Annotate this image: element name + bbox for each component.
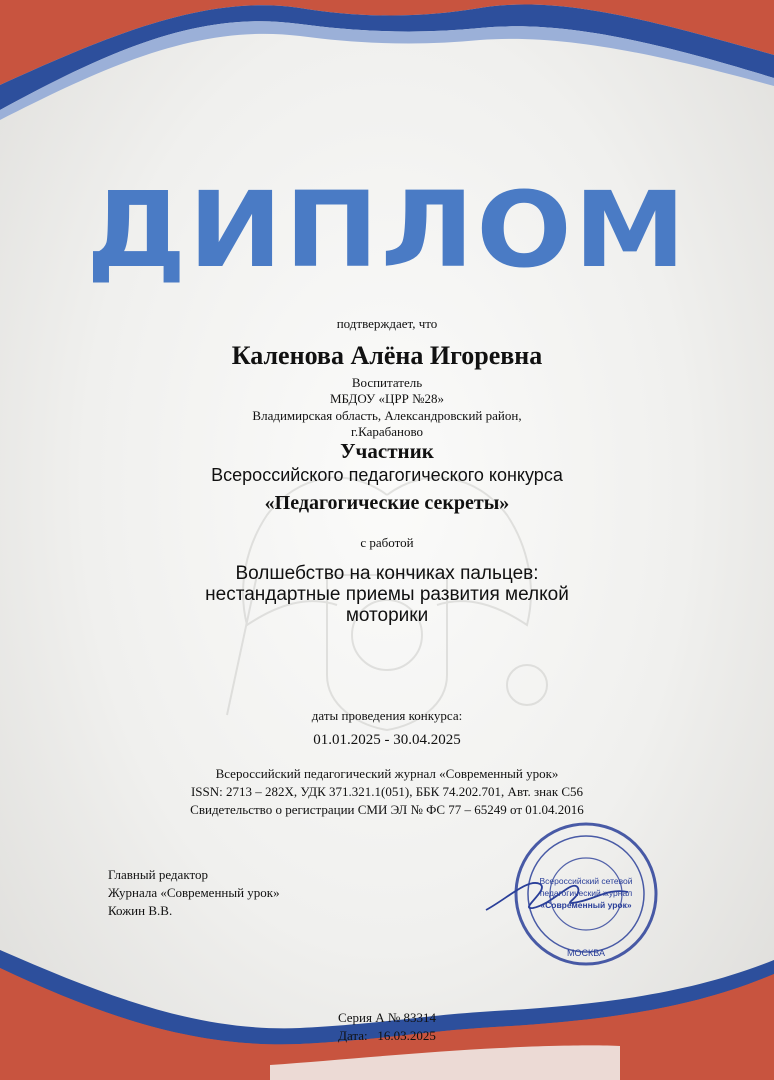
with-work-text: с работой bbox=[360, 535, 414, 550]
work-title bbox=[0, 563, 774, 626]
stamp-city: МОСКВА bbox=[567, 948, 605, 958]
top-wave-decoration bbox=[0, 0, 774, 120]
contest-title: «Педагогические секреты» bbox=[264, 492, 510, 514]
journal-codes: ISSN: 2713 – 282X, УДК 371.321.1(051), ББК 74.202.701, Авт. знак С56 bbox=[190, 784, 584, 799]
work-title-line: моторики bbox=[345, 605, 429, 626]
editor-name: Кожин В.В. bbox=[108, 903, 173, 918]
confirms-text: подтверждает, что bbox=[336, 316, 438, 331]
status-label: Участник bbox=[340, 439, 434, 463]
diploma-title: ДИПЛОМ bbox=[86, 169, 688, 291]
recipient-organization: МБДОУ «ЦРР №28» bbox=[329, 391, 444, 406]
work-title-line: Волшебство на кончиках пальцев: bbox=[235, 563, 539, 584]
official-stamp bbox=[478, 818, 664, 970]
stamp-line: Всероссийский сетевой bbox=[539, 876, 633, 886]
contest-dates: 01.01.2025 - 30.04.2025 bbox=[313, 732, 461, 748]
recipient-location: Владимирская область, Александровский район, bbox=[252, 408, 522, 423]
recipient-city: г.Карабаново bbox=[350, 424, 424, 439]
contest-name: Всероссийского педагогического конкурса bbox=[211, 465, 563, 485]
editor-journal: Журнала «Современный урок» bbox=[108, 885, 280, 900]
work-title-line: нестандартные приемы развития мелкой bbox=[205, 584, 569, 605]
dates-label: даты проведения конкурса: bbox=[311, 708, 463, 723]
stamp-line: педагогический журнал bbox=[539, 888, 633, 898]
recipient-position: Воспитатель bbox=[351, 375, 423, 390]
stamp-line: «Современный урок» bbox=[540, 900, 632, 910]
journal-registration: Свидетельство о регистрации СМИ ЭЛ № ФС 77 – 65249 от 01.04.2016 bbox=[190, 802, 584, 817]
issue-date: Дата: 16.03.2025 bbox=[338, 1028, 436, 1043]
serial-number: Серия А № 83314 bbox=[337, 1010, 437, 1025]
editor-block bbox=[108, 866, 280, 920]
editor-title: Главный редактор bbox=[108, 867, 208, 882]
journal-name: Всероссийский педагогический журнал «Современный урок» bbox=[215, 766, 559, 781]
recipient-name: Каленова Алёна Игоревна bbox=[231, 341, 543, 370]
